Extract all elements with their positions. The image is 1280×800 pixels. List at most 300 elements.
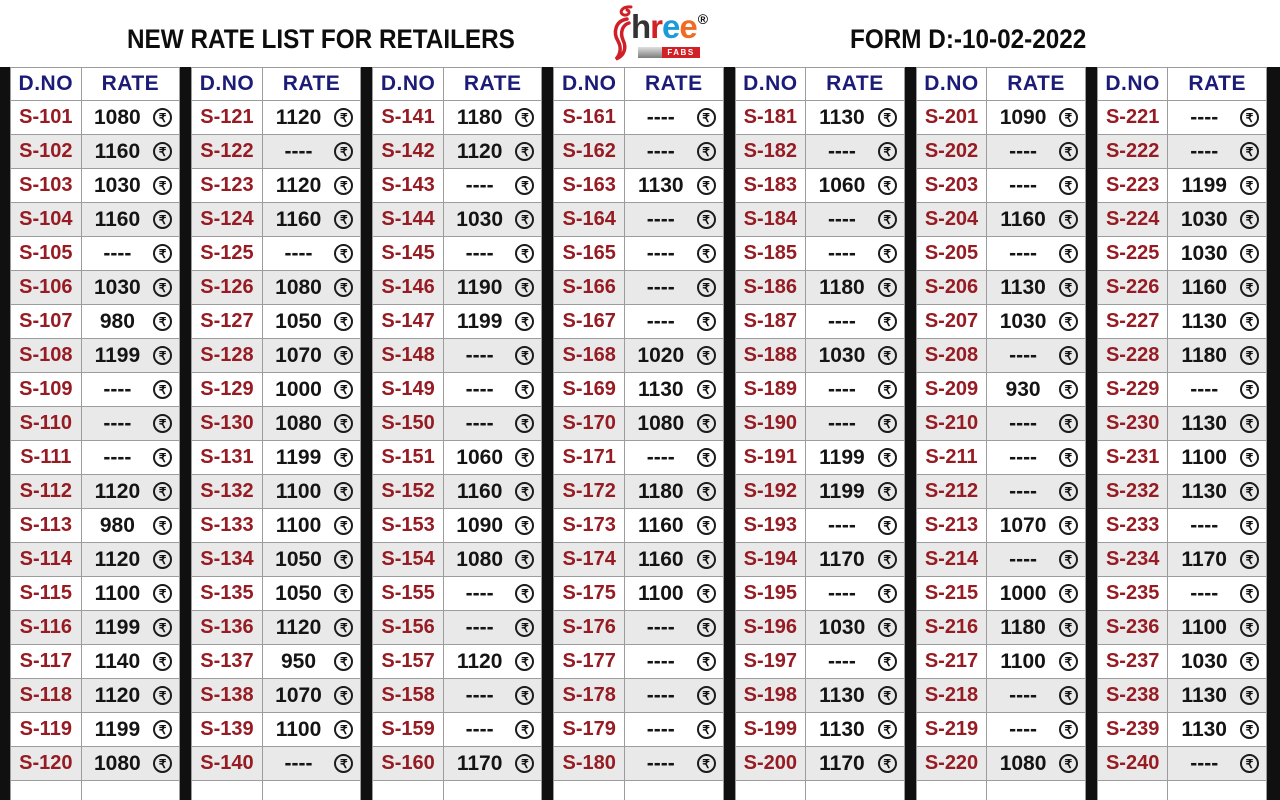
rate-cell — [806, 679, 904, 712]
rate-value: ---- — [1190, 105, 1219, 129]
rupee-coin-icon: ₹ — [334, 686, 353, 705]
rupee-coin-icon: ₹ — [515, 210, 534, 229]
rate-cell — [806, 781, 904, 800]
table-row — [554, 203, 722, 237]
rate-value: 1100 — [1181, 615, 1227, 639]
rupee-coin-icon: ₹ — [334, 380, 353, 399]
rate-value: 1130 — [1181, 717, 1227, 741]
rate-value: ---- — [465, 683, 494, 707]
table-row — [11, 373, 179, 407]
table-row — [554, 577, 722, 611]
rupee-coin-icon: ₹ — [1240, 108, 1259, 127]
dno-cell: S-117 — [11, 645, 82, 678]
dno-cell: S-231 — [1098, 441, 1169, 474]
rupee-coin-icon: ₹ — [334, 516, 353, 535]
table-row — [736, 305, 904, 339]
rate-value: 1140 — [94, 649, 141, 673]
brand-sub-label: FABS — [662, 47, 700, 58]
brand-letter: e — [679, 8, 697, 45]
brand-letters — [631, 8, 697, 45]
rate-cell — [444, 101, 542, 134]
rate-value: ---- — [1009, 173, 1038, 197]
rate-cell — [444, 339, 542, 372]
rate-value: ---- — [827, 513, 856, 537]
rupee-coin-icon: ₹ — [1240, 448, 1259, 467]
dno-cell: S-218 — [917, 679, 988, 712]
rate-value: 1199 — [94, 343, 141, 367]
rate-cell — [625, 509, 723, 542]
rupee-coin-icon: ₹ — [697, 686, 716, 705]
dno-cell: S-116 — [11, 611, 82, 644]
dno-cell: S-129 — [192, 373, 263, 406]
rupee-coin-icon: ₹ — [334, 346, 353, 365]
table-row — [373, 101, 541, 135]
rate-value: ---- — [827, 581, 856, 605]
table-row — [1098, 305, 1266, 339]
rate-value: 1180 — [456, 105, 503, 129]
dno-cell: S-224 — [1098, 203, 1169, 236]
rate-value: 1160 — [275, 207, 322, 231]
rate-value: 1120 — [456, 139, 503, 163]
table-row — [736, 713, 904, 747]
rupee-coin-icon: ₹ — [1059, 414, 1078, 433]
rupee-coin-icon: ₹ — [878, 686, 897, 705]
rupee-coin-icon: ₹ — [515, 346, 534, 365]
rate-cell — [82, 237, 180, 270]
table-row — [736, 509, 904, 543]
rate-cell — [987, 135, 1085, 168]
table-row — [192, 339, 360, 373]
rate-cell — [263, 169, 361, 202]
dno-cell: S-192 — [736, 475, 807, 508]
dno-cell: S-185 — [736, 237, 807, 270]
rate-value: 1030 — [94, 275, 141, 299]
dno-column-header: D.NO — [917, 68, 988, 100]
rupee-coin-icon: ₹ — [697, 584, 716, 603]
table-row — [11, 237, 179, 271]
table-row — [554, 169, 722, 203]
table-row — [373, 679, 541, 713]
rate-value: 1170 — [819, 751, 865, 775]
table-row — [554, 101, 722, 135]
rate-value: 1130 — [1181, 479, 1227, 503]
rupee-coin-icon: ₹ — [1240, 176, 1259, 195]
table-row — [373, 271, 541, 305]
rate-value: ---- — [1009, 411, 1038, 435]
table-row — [11, 577, 179, 611]
dno-cell: S-213 — [917, 509, 988, 542]
table-row — [192, 135, 360, 169]
table-row — [1098, 441, 1266, 475]
rate-cell — [806, 611, 904, 644]
rate-cell — [444, 271, 542, 304]
rate-cell — [1168, 169, 1266, 202]
rate-cell — [806, 203, 904, 236]
dno-cell: S-112 — [11, 475, 82, 508]
rate-cell — [625, 713, 723, 746]
rupee-coin-icon: ₹ — [878, 550, 897, 569]
table-row — [554, 679, 722, 713]
rate-value: ---- — [284, 751, 313, 775]
rate-cell — [625, 407, 723, 440]
rate-cell — [625, 271, 723, 304]
dno-cell: S-220 — [917, 747, 988, 780]
dno-cell: S-105 — [11, 237, 82, 270]
rupee-coin-icon: ₹ — [334, 448, 353, 467]
rupee-coin-icon: ₹ — [697, 482, 716, 501]
rate-cell — [263, 101, 361, 134]
dno-cell: S-148 — [373, 339, 444, 372]
rate-value: 980 — [99, 309, 135, 333]
rate-value: 1120 — [94, 479, 141, 503]
rupee-coin-icon: ₹ — [1240, 142, 1259, 161]
rupee-coin-icon: ₹ — [1059, 108, 1078, 127]
rupee-coin-icon: ₹ — [153, 618, 172, 637]
rate-cell — [263, 373, 361, 406]
table-row — [11, 475, 179, 509]
rupee-coin-icon: ₹ — [515, 108, 534, 127]
dno-cell: S-109 — [11, 373, 82, 406]
empty-partial-row — [1098, 781, 1266, 800]
rate-value: 1030 — [818, 343, 866, 367]
table-row — [1098, 509, 1266, 543]
table-row — [1098, 373, 1266, 407]
rupee-coin-icon: ₹ — [515, 176, 534, 195]
rate-cell — [82, 339, 180, 372]
rate-value: 1160 — [456, 479, 503, 503]
rate-value: 1030 — [1180, 241, 1228, 265]
table-row — [917, 101, 1085, 135]
rate-cell — [806, 747, 904, 780]
dno-cell: S-237 — [1098, 645, 1169, 678]
rate-group-6 — [916, 67, 1086, 800]
rupee-coin-icon: ₹ — [1059, 754, 1078, 773]
table-row — [373, 237, 541, 271]
table-row — [1098, 135, 1266, 169]
rate-cell — [263, 339, 361, 372]
rate-value: 1199 — [94, 717, 141, 741]
rate-cell — [987, 373, 1085, 406]
table-row — [554, 373, 722, 407]
dno-cell: S-191 — [736, 441, 807, 474]
dno-cell: S-227 — [1098, 305, 1169, 338]
rate-value: ---- — [103, 411, 132, 435]
rupee-coin-icon: ₹ — [515, 720, 534, 739]
rupee-coin-icon: ₹ — [1059, 244, 1078, 263]
dno-cell: S-151 — [373, 441, 444, 474]
rate-table — [0, 67, 1280, 800]
rupee-coin-icon: ₹ — [1240, 618, 1259, 637]
rupee-coin-icon: ₹ — [878, 176, 897, 195]
rate-column-header: RATE — [282, 72, 341, 95]
rate-value: ---- — [1009, 717, 1038, 741]
dno-cell: S-233 — [1098, 509, 1169, 542]
rupee-coin-icon: ₹ — [1059, 312, 1078, 331]
rupee-coin-icon: ₹ — [1059, 516, 1078, 535]
rupee-coin-icon: ₹ — [878, 210, 897, 229]
rupee-coin-icon: ₹ — [1059, 210, 1078, 229]
dno-cell: S-232 — [1098, 475, 1169, 508]
dno-cell: S-239 — [1098, 713, 1169, 746]
rate-cell — [82, 645, 180, 678]
rupee-coin-icon: ₹ — [697, 414, 716, 433]
dno-cell: S-141 — [373, 101, 444, 134]
rupee-coin-icon: ₹ — [515, 652, 534, 671]
table-row — [917, 237, 1085, 271]
rate-value: 1180 — [819, 275, 865, 299]
rupee-coin-icon: ₹ — [153, 380, 172, 399]
table-row — [1098, 271, 1266, 305]
rate-cell — [1168, 645, 1266, 678]
column-divider — [724, 67, 735, 800]
rate-cell — [806, 271, 904, 304]
table-row — [1098, 645, 1266, 679]
rate-cell — [987, 407, 1085, 440]
rate-cell — [625, 237, 723, 270]
dno-cell: S-169 — [554, 373, 625, 406]
table-row — [554, 713, 722, 747]
rate-value: 1160 — [1000, 207, 1046, 231]
rupee-coin-icon: ₹ — [334, 652, 353, 671]
rate-value: 1199 — [1181, 173, 1227, 197]
rate-cell — [1168, 339, 1266, 372]
dno-cell: S-161 — [554, 101, 625, 134]
column-divider — [542, 67, 553, 800]
dno-cell: S-139 — [192, 713, 263, 746]
dno-cell: S-136 — [192, 611, 263, 644]
dno-cell: S-132 — [192, 475, 263, 508]
dno-cell: S-102 — [11, 135, 82, 168]
rupee-coin-icon: ₹ — [153, 142, 172, 161]
rate-value: ---- — [646, 241, 675, 265]
rate-cell — [82, 747, 180, 780]
empty-partial-row — [554, 781, 722, 800]
rate-value: 1080 — [637, 411, 685, 435]
rupee-coin-icon: ₹ — [1240, 380, 1259, 399]
rate-cell — [625, 101, 723, 134]
rate-cell — [444, 407, 542, 440]
rate-value: 1180 — [1181, 343, 1227, 367]
rate-cell — [263, 611, 361, 644]
rate-cell — [444, 611, 542, 644]
rupee-coin-icon: ₹ — [153, 652, 172, 671]
rupee-coin-icon: ₹ — [153, 176, 172, 195]
table-row — [917, 747, 1085, 781]
rate-cell — [1168, 543, 1266, 576]
dno-cell: S-217 — [917, 645, 988, 678]
table-row — [917, 169, 1085, 203]
table-row — [11, 169, 179, 203]
table-row — [11, 339, 179, 373]
rupee-coin-icon: ₹ — [1059, 482, 1078, 501]
table-row — [554, 441, 722, 475]
column-divider — [905, 67, 916, 800]
rate-value: ---- — [1190, 581, 1219, 605]
rate-cell — [263, 577, 361, 610]
rate-cell — [987, 441, 1085, 474]
rupee-coin-icon: ₹ — [697, 550, 716, 569]
dno-cell: S-176 — [554, 611, 625, 644]
table-row — [373, 713, 541, 747]
rate-cell — [625, 203, 723, 236]
rate-cell — [987, 237, 1085, 270]
dno-cell: S-189 — [736, 373, 807, 406]
brand-name — [631, 10, 707, 43]
table-row — [373, 169, 541, 203]
rate-value: 1160 — [94, 207, 141, 231]
rate-group-1 — [10, 67, 180, 800]
rate-cell — [1168, 475, 1266, 508]
rupee-coin-icon: ₹ — [1059, 380, 1078, 399]
empty-partial-row — [736, 781, 904, 800]
table-row — [554, 747, 722, 781]
rupee-coin-icon: ₹ — [1059, 686, 1078, 705]
dno-cell: S-166 — [554, 271, 625, 304]
rate-value: 1000 — [999, 581, 1047, 605]
page-title: NEW RATE LIST FOR RETAILERS — [127, 24, 515, 54]
table-row — [1098, 747, 1266, 781]
rate-cell — [625, 645, 723, 678]
dno-cell: S-186 — [736, 271, 807, 304]
table-row — [373, 747, 541, 781]
rate-cell — [444, 543, 542, 576]
column-divider — [1086, 67, 1097, 800]
rate-cell — [987, 101, 1085, 134]
rupee-coin-icon: ₹ — [334, 312, 353, 331]
table-row — [192, 509, 360, 543]
dno-cell: S-110 — [11, 407, 82, 440]
rate-cell — [1168, 781, 1266, 800]
table-row — [11, 611, 179, 645]
rate-value: ---- — [646, 649, 675, 673]
rupee-coin-icon: ₹ — [697, 142, 716, 161]
rate-value: ---- — [103, 445, 132, 469]
dno-cell — [1098, 781, 1169, 800]
rate-cell — [806, 543, 904, 576]
rate-cell — [82, 407, 180, 440]
table-row — [373, 373, 541, 407]
dno-cell: S-212 — [917, 475, 988, 508]
rupee-coin-icon: ₹ — [515, 244, 534, 263]
rate-cell — [806, 441, 904, 474]
table-row — [1098, 101, 1266, 135]
dno-cell: S-146 — [373, 271, 444, 304]
rupee-coin-icon: ₹ — [1240, 210, 1259, 229]
rupee-coin-icon: ₹ — [1240, 720, 1259, 739]
rupee-coin-icon: ₹ — [153, 550, 172, 569]
rate-value: 1020 — [637, 343, 685, 367]
dno-cell: S-130 — [192, 407, 263, 440]
rupee-coin-icon: ₹ — [334, 414, 353, 433]
rupee-coin-icon: ₹ — [334, 210, 353, 229]
table-row — [192, 373, 360, 407]
rate-cell — [1168, 611, 1266, 644]
dno-cell: S-149 — [373, 373, 444, 406]
rupee-coin-icon: ₹ — [153, 312, 172, 331]
rupee-coin-icon: ₹ — [153, 210, 172, 229]
dno-cell: S-118 — [11, 679, 82, 712]
rate-cell — [1168, 747, 1266, 780]
rate-cell — [82, 475, 180, 508]
rupee-coin-icon: ₹ — [515, 686, 534, 705]
rate-column-header: RATE — [101, 72, 160, 95]
dno-cell: S-175 — [554, 577, 625, 610]
dno-cell: S-204 — [917, 203, 988, 236]
table-row — [917, 577, 1085, 611]
rate-group-5 — [735, 67, 905, 800]
dno-cell: S-183 — [736, 169, 807, 202]
rate-cell — [625, 577, 723, 610]
table-row — [1098, 237, 1266, 271]
rate-cell — [444, 645, 542, 678]
group-header-row — [11, 68, 179, 101]
rate-value: 1000 — [275, 377, 322, 401]
rate-cell — [806, 169, 904, 202]
dno-cell: S-178 — [554, 679, 625, 712]
table-row — [736, 169, 904, 203]
rupee-coin-icon: ₹ — [153, 516, 172, 535]
table-row — [736, 101, 904, 135]
rate-value: 1060 — [818, 173, 866, 197]
table-row — [192, 169, 360, 203]
dno-cell: S-181 — [736, 101, 807, 134]
rate-value: 1030 — [94, 173, 141, 197]
table-row — [554, 475, 722, 509]
dno-cell: S-202 — [917, 135, 988, 168]
empty-partial-row — [192, 781, 360, 800]
rate-value: ---- — [465, 377, 494, 401]
rate-cell — [625, 135, 723, 168]
rate-value: 1199 — [819, 445, 865, 469]
brand-logo — [610, 2, 730, 65]
dno-cell: S-163 — [554, 169, 625, 202]
rate-cell — [987, 713, 1085, 746]
rupee-coin-icon: ₹ — [878, 278, 897, 297]
rate-value: ---- — [827, 207, 856, 231]
dno-cell: S-195 — [736, 577, 807, 610]
dno-cell: S-104 — [11, 203, 82, 236]
rate-value: 1180 — [638, 479, 684, 503]
table-row — [192, 713, 360, 747]
rate-value: ---- — [646, 683, 675, 707]
rate-column-header: RATE — [826, 72, 884, 95]
table-row — [554, 339, 722, 373]
table-row — [917, 509, 1085, 543]
rate-value: ---- — [1009, 479, 1038, 503]
table-row — [192, 475, 360, 509]
rupee-coin-icon: ₹ — [1240, 278, 1259, 297]
table-row — [917, 713, 1085, 747]
table-row — [917, 135, 1085, 169]
table-row — [1098, 713, 1266, 747]
rate-column-header: RATE — [1007, 72, 1065, 95]
dno-cell: S-121 — [192, 101, 263, 134]
group-header-row — [736, 68, 904, 101]
rate-cell — [1168, 203, 1266, 236]
rate-cell — [444, 237, 542, 270]
rate-cell — [82, 169, 180, 202]
table-row — [11, 135, 179, 169]
rate-cell — [82, 271, 180, 304]
rate-cell — [444, 441, 542, 474]
rate-cell — [625, 305, 723, 338]
dno-cell: S-207 — [917, 305, 988, 338]
rate-value: 1060 — [456, 445, 503, 469]
table-row — [1098, 679, 1266, 713]
rate-cell — [1168, 441, 1266, 474]
rupee-coin-icon: ₹ — [153, 482, 172, 501]
dno-cell: S-140 — [192, 747, 263, 780]
